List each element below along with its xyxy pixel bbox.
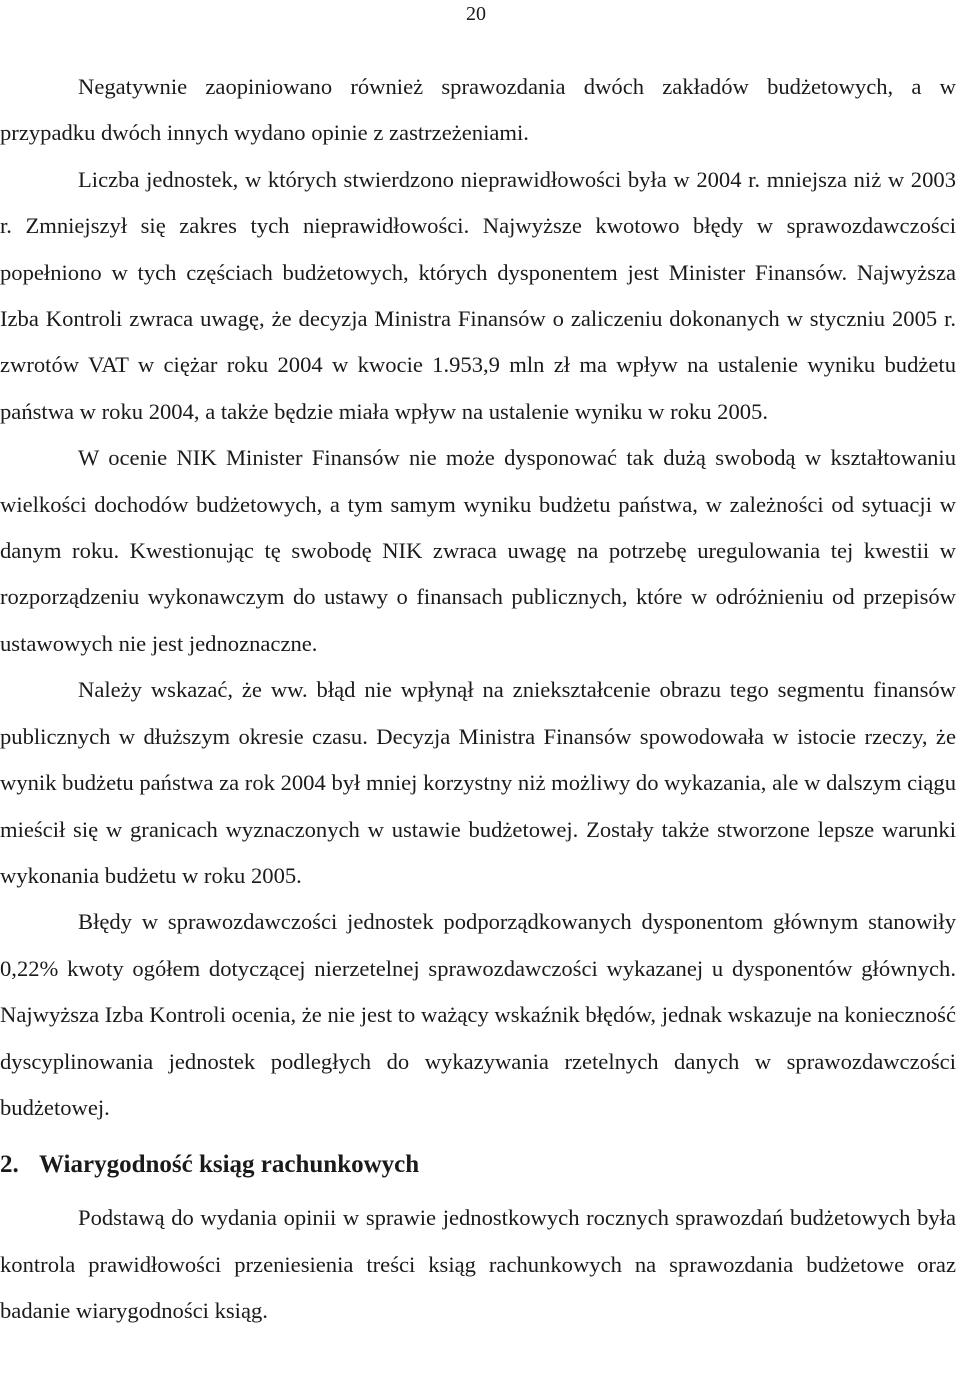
paragraph: Należy wskazać, że ww. błąd nie wpłynął na zniekształcenie obrazu tego segmentu finansów publicznych w dłuższym okresie czasu. Decyzja Ministra Finansów spowodowała w istocie rzeczy, że wynik budżetu państwa za rok 2004 był mniej korzystny niż możliwy do wykazania, ale w dalszym ciągu mieścił się w granicach wyznaczonych w ustawie budżetowej. Zostały także stworzone lepsze warunki wykonania budżetu w roku 2005. <box>0 677 956 888</box>
page-number: 20 <box>466 3 486 25</box>
section-heading <box>0 1139 956 1191</box>
section-number: 2. <box>0 1151 19 1179</box>
paragraph: Podstawą do wydania opinii w sprawie jednostkowych rocznych sprawozdań budżetowych była kontrola prawidłowości przeniesienia treści ksiąg rachunkowych na sprawozdania budżetowe oraz badanie wiarygodności ksiąg. <box>0 1205 956 1324</box>
paragraph: Błędy w sprawozdawczości jednostek podporządkowanych dysponentom głównym stanowiły 0,22% kwoty ogółem dotyczącej nierzetelnej sprawozdawczości wykazanej u dysponentów głównych. Najwyższa Izba Kontroli ocenia, że nie jest to ważący wskaźnik błędów, jednak wskazuje na konieczność dyscyplinowania jednostek podległych do wykazywania rzetelnych danych w sprawozdawczości budżetowej. <box>0 909 956 1120</box>
section-title: Wiarygodność ksiąg rachunkowych <box>39 1151 420 1179</box>
paragraph: Negatywnie zaopiniowano również sprawozdania dwóch zakładów budżetowych, a w przypadku dwóch innych wydano opinie z zastrzeżeniami. <box>0 74 956 146</box>
paragraph: W ocenie NIK Minister Finansów nie może dysponować tak dużą swobodą w kształtowaniu wielkości dochodów budżetowych, a tym samym wyniku budżetu państwa, w zależności od sytuacji w danym roku. Kwestionując tę swobodę NIK zwraca uwagę na potrzebę uregulowania tej kwestii w rozporządzeniu wykonawczym do ustawy o finansach publicznych, które w odróżnieniu od przepisów ustawowych nie jest jednoznaczne. <box>0 445 956 656</box>
document-body <box>0 64 956 1335</box>
paragraph: Liczba jednostek, w których stwierdzono nieprawidłowości była w 2004 r. mniejsza niż w 2003 r. Zmniejszył się zakres tych nieprawidłowości. Najwyższe kwotowo błędy w sprawozdawczości popełniono w tych częściach budżetowych, których dysponentem jest Minister Finansów. Najwyższa Izba Kontroli zwraca uwagę, że decyzja Ministra Finansów o zaliczeniu dokonanych w styczniu 2005 r. zwrotów VAT w ciężar roku 2004 w kwocie 1.953,9 mln zł ma wpływ na ustalenie wyniku budżetu państwa w roku 2004, a także będzie miała wpływ na ustalenie wyniku w roku 2005. <box>0 166 956 424</box>
